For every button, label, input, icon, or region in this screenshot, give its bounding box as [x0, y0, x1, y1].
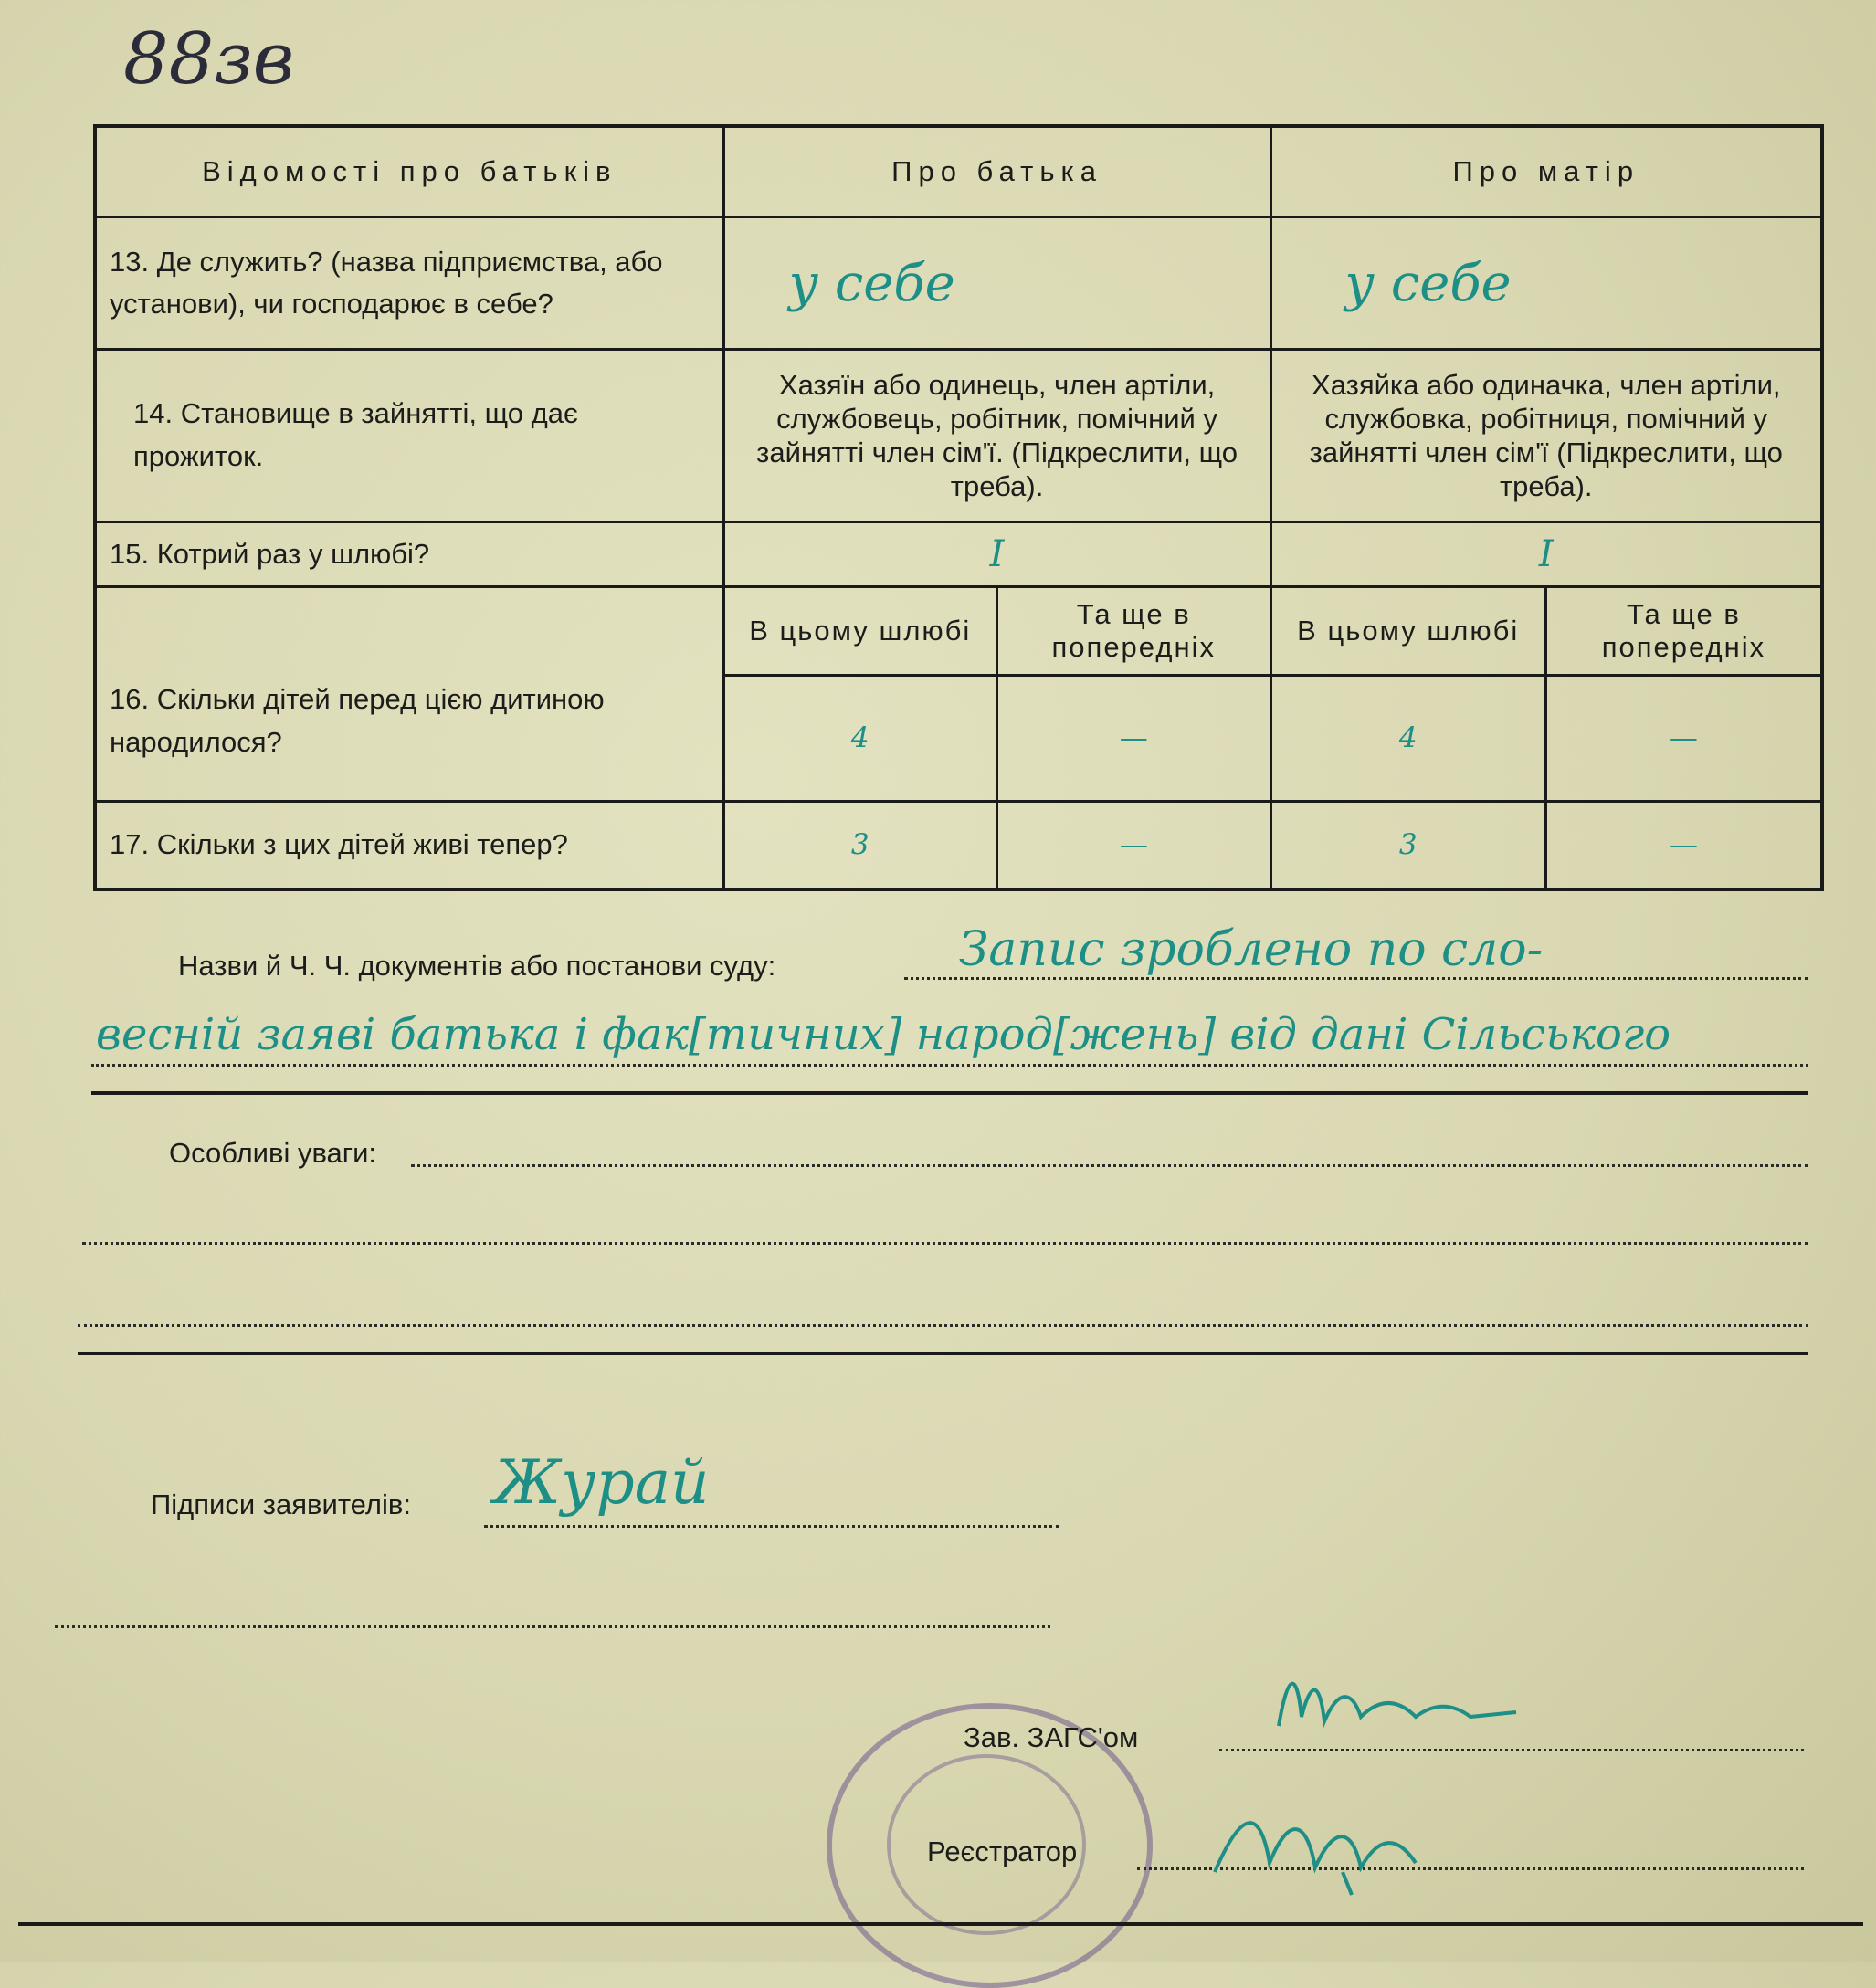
answer-17-mother-this: 3 [1270, 801, 1545, 889]
notes-line-3 [78, 1324, 1808, 1327]
row-16-subheader [95, 587, 1822, 676]
bottom-rule [18, 1922, 1863, 1926]
answer-15-father: I [723, 521, 1270, 586]
applicant-signature: Журай [493, 1447, 710, 1518]
answer-17-father-prev: — [996, 801, 1270, 889]
page-number: 88зв [123, 18, 295, 100]
question-14: 14. Становище в зайнятті, що дає прожиток. [95, 350, 723, 522]
row-17 [95, 801, 1822, 889]
registrar-signature [1206, 1790, 1443, 1899]
options-14-father: Хазяїн або одинець, член артіли, службовець, робітник, помічний у зайнятті член сім'ї. (Підкреслити, що треба). [723, 350, 1270, 522]
signature-line-1 [484, 1525, 1059, 1528]
answer-16-father-this: 4 [723, 675, 996, 801]
question-16: 16. Скільки дітей перед цією дитиною народилося? [95, 587, 723, 801]
signatures-label: Підписи заявителів: [151, 1488, 411, 1520]
notes-rule [78, 1352, 1808, 1355]
registrar-label: Реєстратор [927, 1835, 1078, 1867]
answer-15-mother: I [1270, 521, 1822, 586]
notes-line-1 [411, 1164, 1808, 1167]
documents-line-1 [904, 977, 1808, 980]
parents-info-table [93, 124, 1824, 891]
signature-line-2 [55, 1625, 1050, 1628]
table-header-row [95, 126, 1822, 217]
notes-line-2 [82, 1242, 1808, 1245]
answer-13-father: у себе [723, 217, 1270, 350]
documents-line-2 [91, 1064, 1808, 1067]
sub-father-this: В цьому шлюбі [723, 587, 996, 676]
header-parents: Відомості про батьків [95, 126, 723, 217]
sub-father-prev: Та ще в попередніх [996, 587, 1270, 676]
documents-rule [91, 1091, 1808, 1095]
documents-label: Назви й Ч. Ч. документів або постанови суду: [178, 950, 776, 982]
zags-head-signature [1270, 1662, 1525, 1735]
zags-head-label: Зав. ЗАГС'ом [964, 1721, 1139, 1753]
answer-16-mother-this: 4 [1270, 675, 1545, 801]
row-14 [95, 350, 1822, 522]
answer-17-father-this: 3 [723, 801, 996, 889]
question-13: 13. Де служить? (назва підприємства, або установи), чи господарює в себе? [95, 217, 723, 350]
answer-16-mother-prev: — [1545, 675, 1822, 801]
documents-value-2: весній заяві батька і фак[тичних] народ[жень] від дані Сільського [96, 1009, 1671, 1060]
row-15 [95, 521, 1822, 586]
row-13 [95, 217, 1822, 350]
answer-16-father-prev: — [996, 675, 1270, 801]
answer-13-mother: у себе [1270, 217, 1822, 350]
options-14-mother: Хазяйка або одиначка, член артіли, службовка, робітниця, помічний у зайнятті член сім'ї (Підкреслити, що треба). [1270, 350, 1822, 522]
sub-mother-prev: Та ще в попередніх [1545, 587, 1822, 676]
question-15: 15. Котрий раз у шлюбі? [95, 521, 723, 586]
header-mother: Про матір [1270, 126, 1822, 217]
header-father: Про батька [723, 126, 1270, 217]
zags-head-line [1219, 1749, 1804, 1751]
answer-17-mother-prev: — [1545, 801, 1822, 889]
sub-mother-this: В цьому шлюбі [1270, 587, 1545, 676]
documents-value-1: Запис зроблено по сло- [959, 922, 1544, 977]
question-17: 17. Скільки з цих дітей живі тепер? [95, 801, 723, 889]
notes-label: Особливі уваги: [169, 1137, 377, 1169]
